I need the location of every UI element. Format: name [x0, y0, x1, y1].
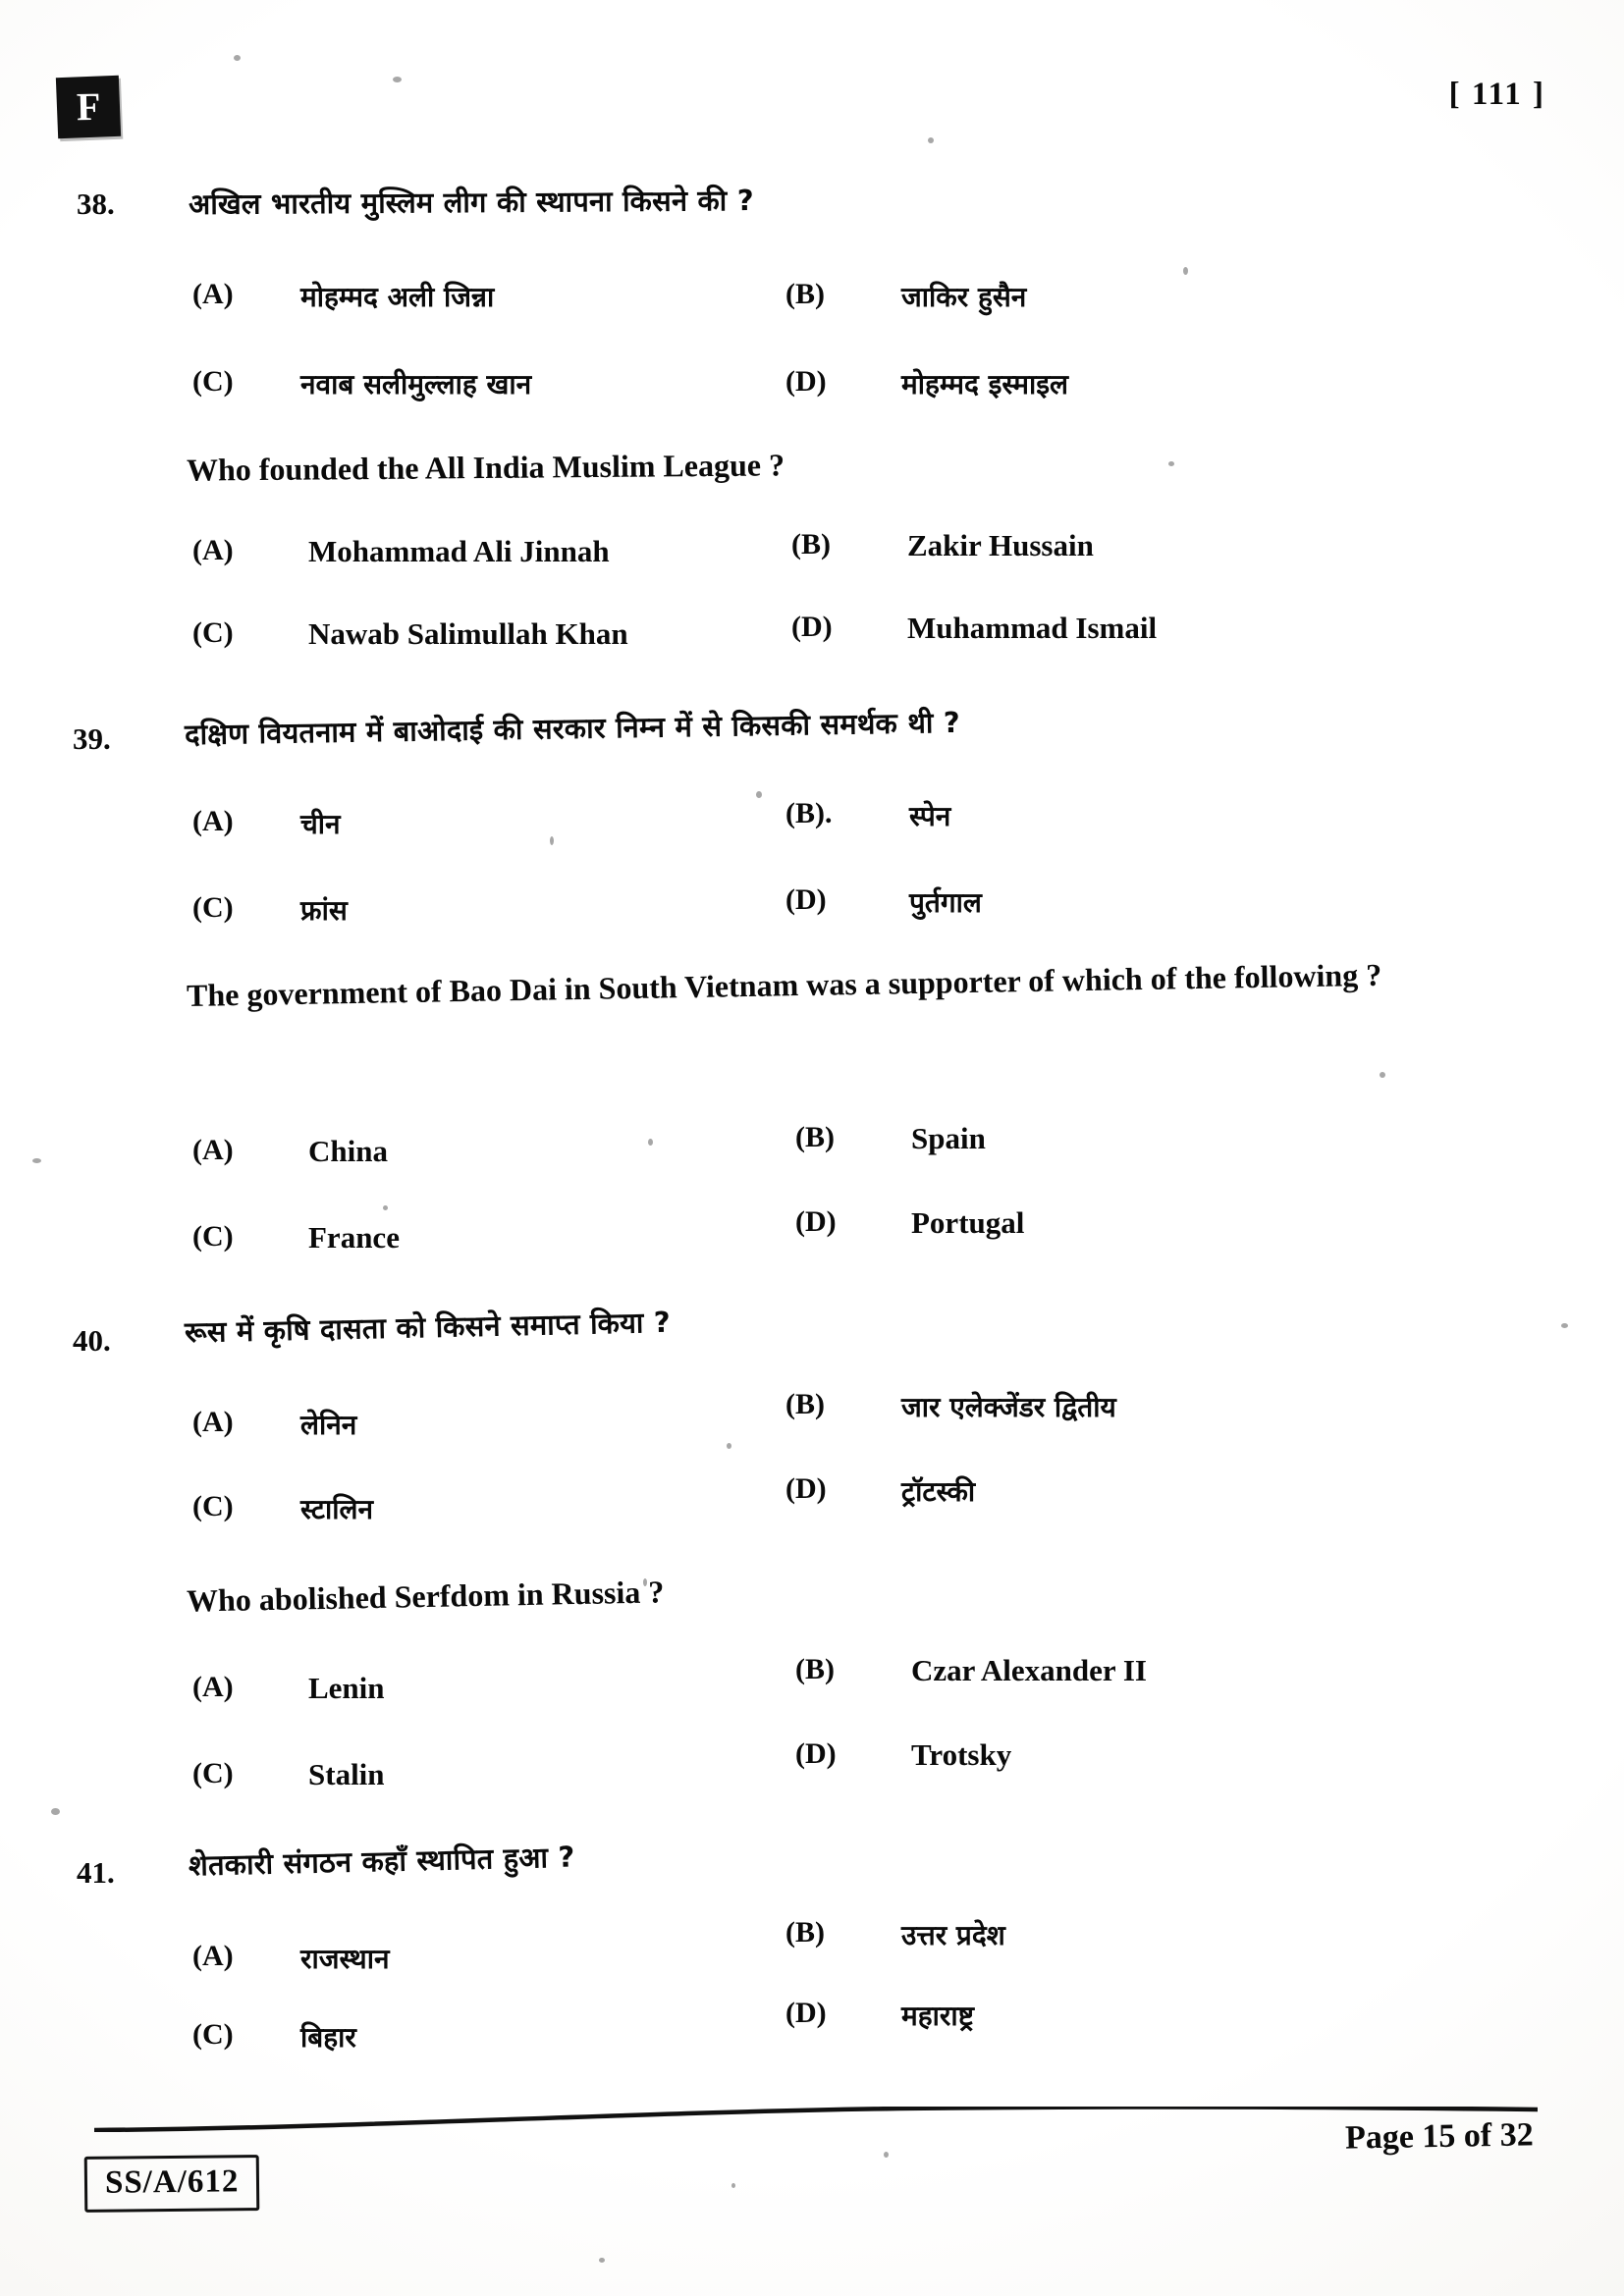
- question-text-english: Who abolished Serfdom in Russia ?: [186, 1574, 665, 1619]
- option-value: महाराष्ट्र: [901, 2000, 974, 2032]
- question-text-hindi: शेतकारी संगठन कहाँ स्थापित हुआ ?: [188, 1840, 575, 1883]
- option-value: Lenin: [308, 1671, 385, 1705]
- booklet-code: SS/A/612: [104, 2163, 240, 2201]
- option-label: (A): [192, 534, 234, 566]
- booklet-code-box: [84, 2155, 260, 2213]
- option-value: उत्तर प्रदेश: [901, 1919, 1005, 1951]
- option-label: (A): [192, 1671, 234, 1703]
- option-value: Portugal: [911, 1205, 1025, 1240]
- set-badge-letter: F: [76, 83, 101, 130]
- option-label: (A): [192, 1134, 234, 1166]
- option-value: France: [308, 1220, 400, 1255]
- question-number: 39.: [73, 721, 111, 756]
- option-label: (B).: [785, 797, 833, 829]
- question-number: 40.: [73, 1323, 111, 1358]
- option-value: Czar Alexander II: [911, 1653, 1147, 1687]
- option-label: (B): [785, 1916, 825, 1949]
- option-value: जार एलेक्जेंडर द्वितीय: [901, 1391, 1116, 1423]
- option-value: नवाब सलीमुल्लाह खान: [300, 368, 532, 400]
- page-number: Page 15 of 32: [1344, 2116, 1535, 2157]
- option-label: (A): [192, 1406, 234, 1438]
- option-label: (D): [785, 1472, 827, 1505]
- option-label: (C): [192, 365, 234, 398]
- option-label: (B): [785, 278, 825, 310]
- option-value: Stalin: [308, 1757, 385, 1791]
- option-value: बिहार: [300, 2021, 356, 2054]
- question-text-english: Who founded the All India Muslim League ?: [186, 447, 785, 488]
- question-text-hindi: अखिल भारतीय मुस्लिम लीग की स्थापना किसने की ?: [188, 183, 754, 222]
- question-number: 41.: [77, 1855, 115, 1890]
- option-value: लेनिन: [300, 1409, 357, 1441]
- option-label: (D): [785, 1997, 827, 2029]
- option-label: (D): [785, 365, 827, 398]
- option-label: (C): [192, 1757, 234, 1789]
- option-label: (D): [795, 1205, 837, 1238]
- option-label: (D): [795, 1737, 837, 1770]
- option-label: (A): [192, 1940, 234, 1972]
- question-text-hindi: दक्षिण वियतनाम में बाओदाई की सरकार निम्न में से किसकी समर्थक थी ?: [184, 705, 961, 752]
- footer-divider: [94, 2107, 1538, 2132]
- option-label: (B): [785, 1388, 825, 1420]
- option-value: फ्रांस: [300, 894, 348, 927]
- option-value: स्पेन: [909, 800, 951, 832]
- option-label: (C): [192, 891, 234, 924]
- set-badge: [56, 76, 121, 138]
- option-label: (A): [192, 805, 234, 837]
- option-label: (D): [791, 611, 833, 643]
- option-label: (A): [192, 278, 234, 310]
- option-value: China: [308, 1134, 388, 1168]
- question-text-hindi: रूस में कृषि दासता को किसने समाप्त किया ?: [184, 1305, 672, 1350]
- option-value: ट्रॉटस्की: [901, 1475, 976, 1508]
- option-value: Trotsky: [911, 1737, 1012, 1772]
- option-value: मोहम्मद इस्माइल: [901, 368, 1068, 400]
- option-label: (C): [192, 1490, 234, 1522]
- option-label: (B): [795, 1121, 835, 1153]
- option-value: जाकिर हुसैन: [901, 281, 1027, 313]
- option-value: चीन: [300, 808, 341, 840]
- option-value: Muhammad Ismail: [907, 611, 1158, 645]
- option-label: (C): [192, 2018, 234, 2051]
- question-number: 38.: [77, 187, 115, 221]
- option-value: पुर्तगाल: [909, 886, 982, 919]
- option-label: (B): [795, 1653, 835, 1685]
- option-value: Nawab Salimullah Khan: [308, 616, 628, 651]
- option-label: (D): [785, 883, 827, 916]
- option-value: Spain: [911, 1121, 986, 1155]
- option-label: (B): [791, 528, 831, 561]
- question-text-english: The government of Bao Dai in South Vietnam was a supporter of which of the following ?: [186, 956, 1382, 1013]
- option-value: मोहम्मद अली जिन्ना: [300, 281, 495, 313]
- option-value: राजस्थान: [300, 1943, 390, 1975]
- paper-code: [ 111 ]: [1448, 77, 1545, 112]
- option-value: Mohammad Ali Jinnah: [308, 534, 610, 568]
- option-value: स्टालिन: [300, 1493, 374, 1525]
- option-label: (C): [192, 1220, 234, 1253]
- option-label: (C): [192, 616, 234, 649]
- option-value: Zakir Hussain: [907, 528, 1094, 562]
